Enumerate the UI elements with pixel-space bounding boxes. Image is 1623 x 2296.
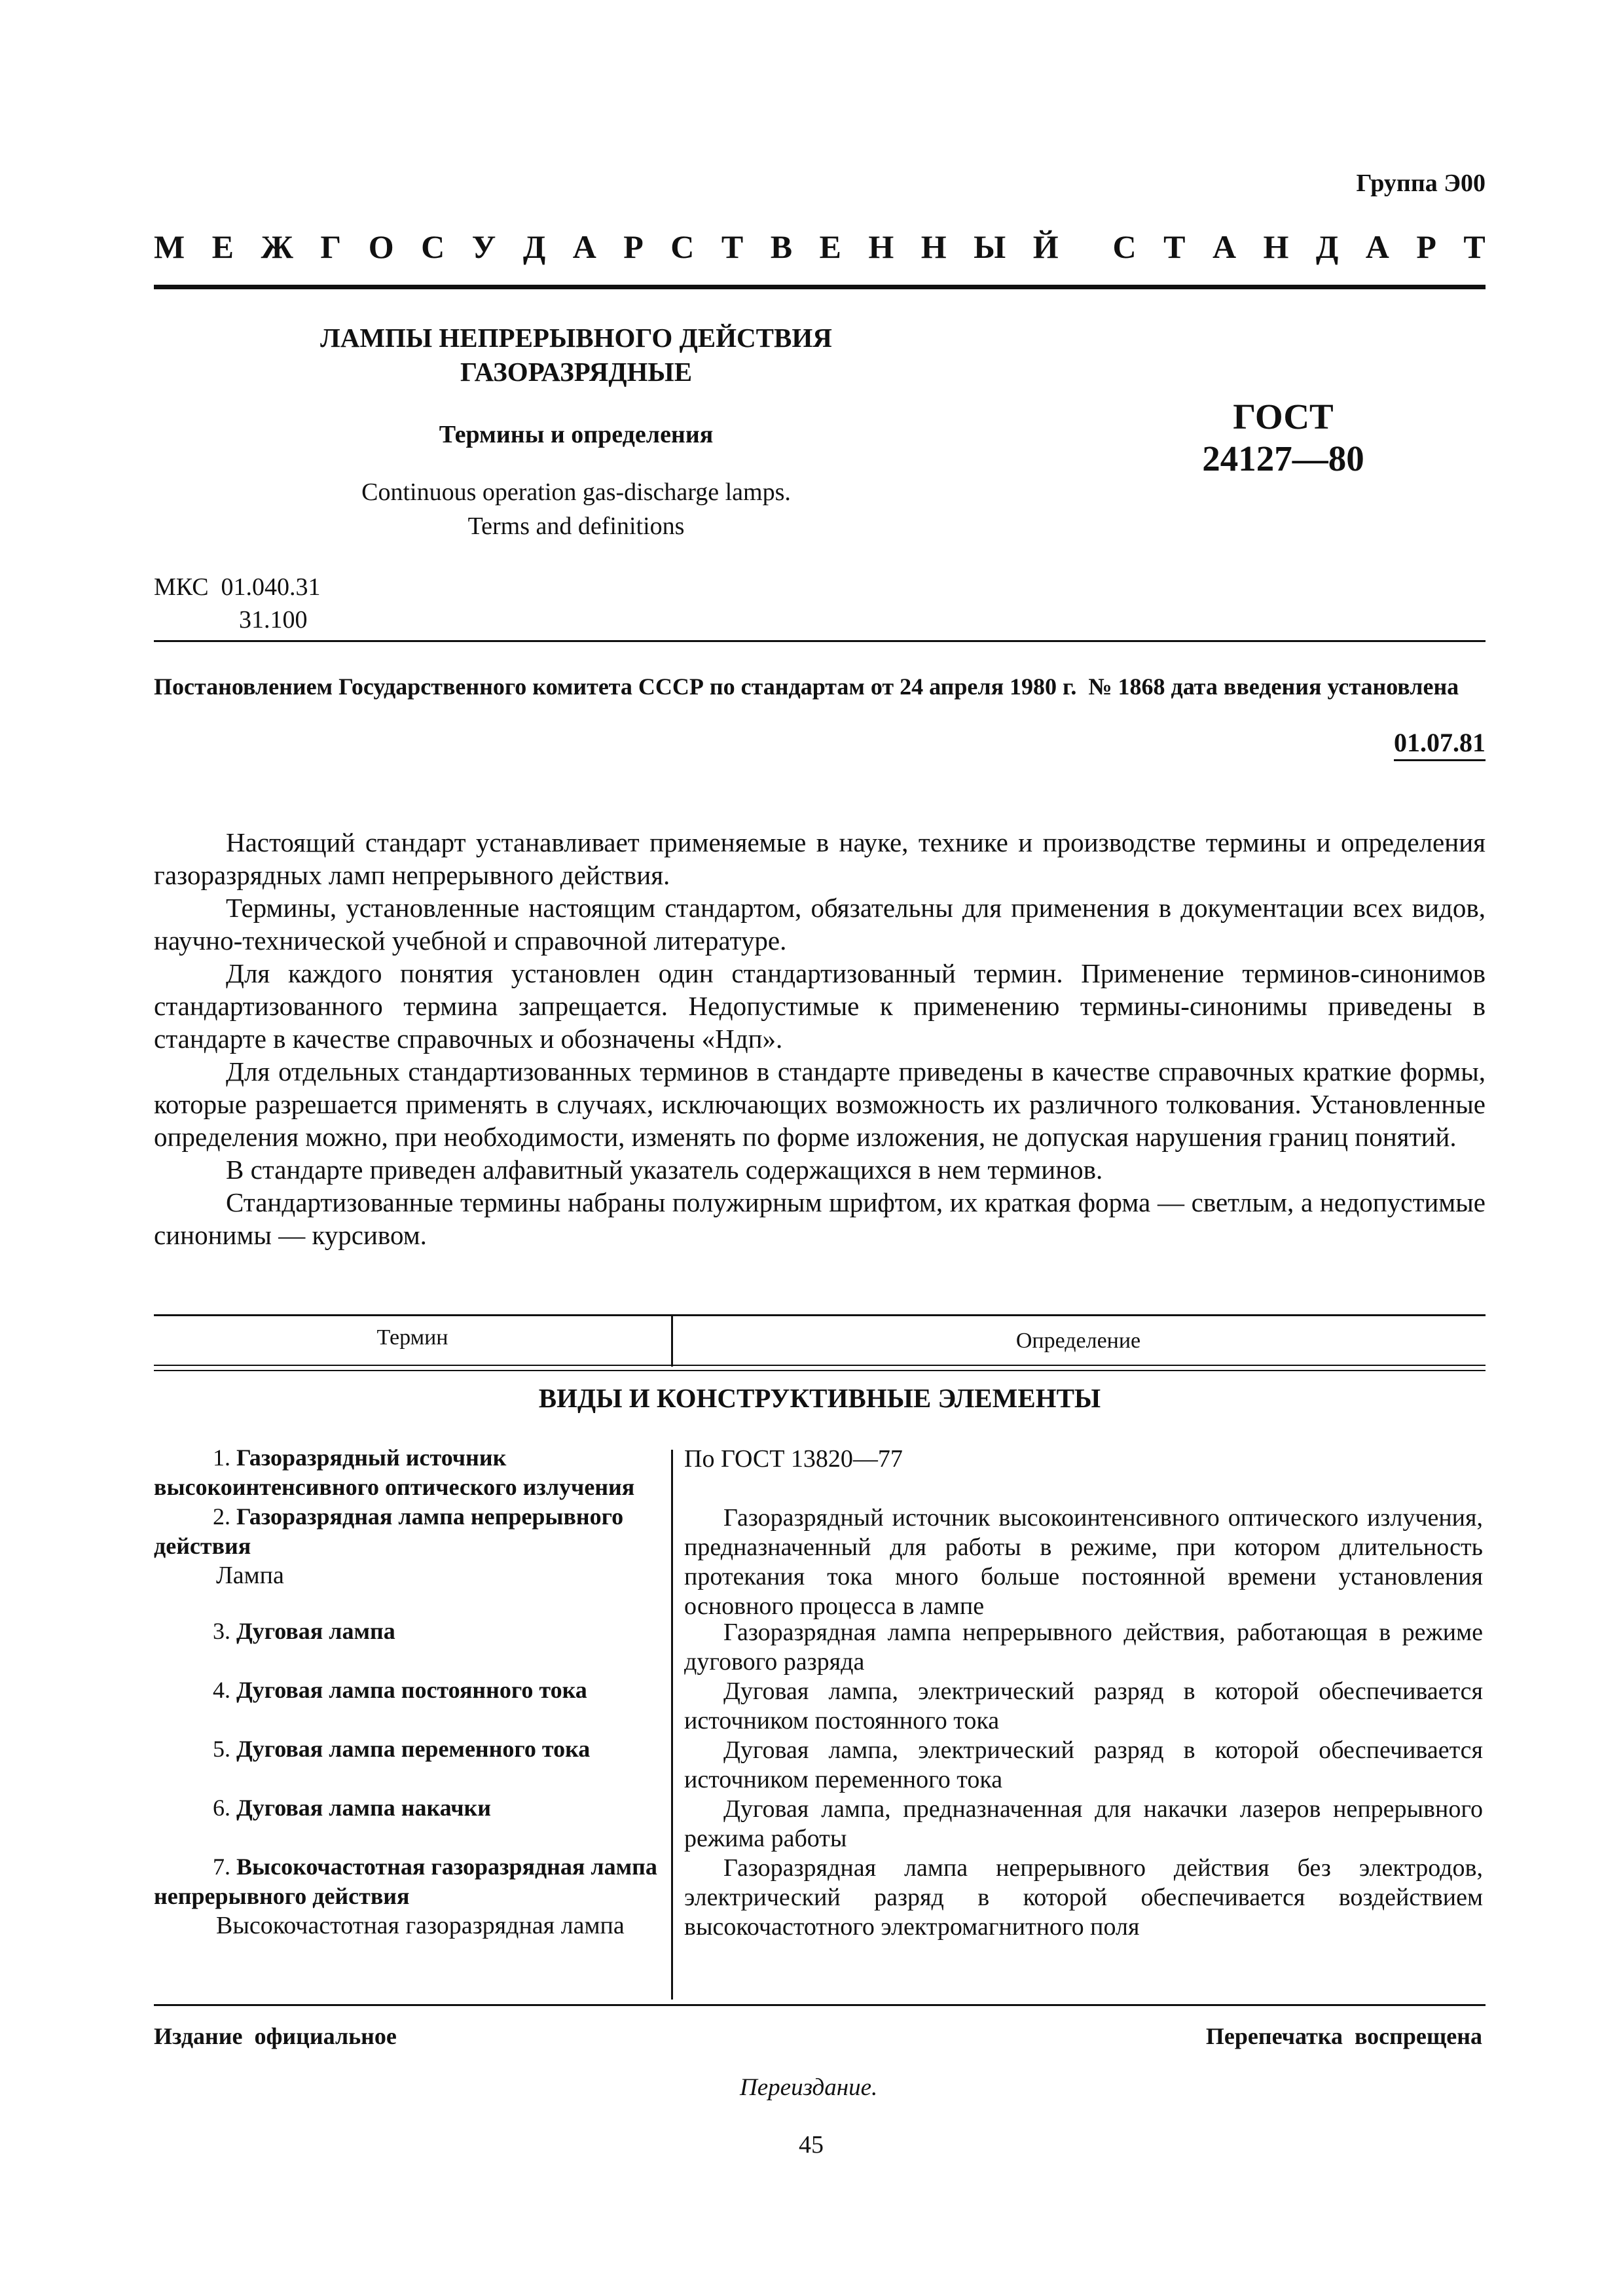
definition-cell [684,1503,1483,1621]
term-name: Газоразрядная лампа непрерывного действия [154,1503,624,1559]
english-title [249,475,903,543]
term-cell [154,1502,658,1590]
term-cell [154,1443,658,1502]
gost-designation [1139,396,1427,480]
table-header-rule-1 [154,1365,1486,1366]
banner-letter: Ы [974,228,1006,265]
term-number: 3. [213,1618,230,1644]
banner-letter: М [154,228,185,265]
banner-letter: В [770,228,793,265]
mks-line-2: 31.100 [239,606,308,634]
term-name: Дуговая лампа постоянного тока [236,1677,587,1703]
section-title: ВИДЫ И КОНСТРУКТИВНЫЕ ЭЛЕМЕНТЫ [538,1383,1101,1413]
intro-text [154,826,1486,1251]
mks-line-1: МКС 01.040.31 [154,573,321,601]
term-cell [154,1793,658,1823]
banner-letter: Т [721,228,744,265]
title-line-1: ЛАМПЫ НЕПРЕРЫВНОГО ДЕЙСТВИЯ [320,323,832,353]
banner-letter: Р [623,228,644,265]
definition-cell [684,1795,1483,1854]
intro-paragraph: Для каждого понятия установлен один стандартизованный термин. Применение терминов-синонимов стандартизованного термина запрещается. Недопустимые к применению термины-синонимы приведены в стандарте в качестве справочных и обозначены «Ндп». [154,958,1486,1054]
definition-cell [684,1618,1483,1677]
banner-letter: Т [1163,228,1186,265]
mks-codes [154,571,321,636]
term-number: 6. [213,1795,230,1821]
effective-date: 01.07.81 [1394,726,1486,761]
table-header-rule-2 [154,1370,1486,1371]
definition-text: Газоразрядная лампа непрерывного действия, работающая в режиме дугового разряда [684,1619,1483,1676]
banner-letter: С [1112,228,1137,265]
page-number: 45 [799,2131,824,2159]
term-name: Дуговая лампа переменного тока [236,1736,591,1762]
table-bottom-rule [154,2004,1486,2006]
banner-letter: С [421,228,445,265]
banner-letter: О [368,228,394,265]
definition-cell [684,1677,1483,1736]
term-name: Дуговая лампа [236,1618,395,1644]
edition-note: Издание официальное [154,2023,397,2049]
banner-letter: Д [522,228,546,265]
english-title-line-2: Terms and definitions [467,512,685,540]
banner-letter: Н [868,228,894,265]
intro-paragraph: Стандартизованные термины набраны полужирным шрифтом, их краткая форма — светлым, а недопустимые синонимы — курсивом. [154,1187,1486,1250]
intro-paragraph: Термины, установленные настоящим стандартом, обязательны для применения в документации всех видов, научно-технической учебной и справочной литературе. [154,893,1486,956]
definition-text: Дуговая лампа, электрический разряд в которой обеспечивается источником постоянного тока [684,1677,1483,1734]
term-number: 7. [213,1854,230,1880]
banner-letter: А [1212,228,1237,265]
header-rule [154,285,1486,289]
term-cell [154,1676,658,1705]
term-short-form: Лампа [216,1562,284,1589]
gost-label: ГОСТ [1233,397,1334,437]
banner-letter: Е [819,228,841,265]
decree-text: Постановлением Государственного комитета СССР по стандартам от 24 апреля 1980 г. № 1868 дата введения установлена [154,673,1459,700]
term-cell [154,1852,658,1941]
definition-text: Дуговая лампа, предназначенная для накачки лазеров непрерывного режима работы [684,1795,1483,1852]
banner-letter: А [572,228,596,265]
term-number: 1. [213,1444,230,1471]
term-name: Газоразрядный источник высокоинтенсивного оптического излучения [154,1444,635,1500]
banner-letter: Р [1416,228,1436,265]
definition-cell [684,1854,1483,1942]
definition-cell [684,1736,1483,1795]
definition-cell [684,1444,1483,1474]
term-cell [154,1617,658,1646]
english-title-line-1: Continuous operation gas-discharge lamps. [361,478,791,506]
banner-letter: Ж [261,228,293,265]
gost-number: 24127—80 [1202,439,1364,478]
definition-text: Дуговая лампа, электрический разряд в которой обеспечивается источником переменного тока [684,1736,1483,1793]
reissue-note: Переиздание. [740,2074,878,2101]
term-number: 5. [213,1736,230,1762]
banner-letter: У [471,228,496,265]
term-number: 2. [213,1503,230,1530]
banner-letter: Й [1032,228,1059,265]
intro-paragraph: Для отдельных стандартизованных терминов в стандарте приведены в качестве справочных краткие формы, которые разрешается применять в случаях, исключающих возможность их различного толкования. Установленные определения можно, при необходимости, изменять по форме изложения, не допуская нарушения границ понятий. [154,1056,1486,1152]
banner-letter: Н [921,228,947,265]
intro-paragraph: Настоящий стандарт устанавливает применяемые в науке, технике и производстве термины и определения газоразрядных ламп непрерывного действия. [154,827,1486,890]
subtitle: Термины и определения [439,421,714,448]
column-header-term: Термин [376,1325,448,1350]
banner-letter: Т [1463,228,1486,265]
banner-letter: Д [1315,228,1339,265]
title-line-2: ГАЗОРАЗРЯДНЫЕ [460,357,693,387]
banner-letter: Н [1263,228,1289,265]
definition-text: Газоразрядная лампа непрерывного действия без электродов, электрический разряд в которой обеспечивается воздействием высокочастотного электромагнитного поля [684,1854,1483,1941]
table-header-divider [671,1314,673,1367]
term-number: 4. [213,1677,230,1703]
definition-text: Газоразрядный источник высокоинтенсивного оптического излучения, предназначенный для работы в режиме, при котором длительность протекания тока много больше постоянной времени установления основного процесса в лампе [684,1504,1483,1620]
term-name: Дуговая лампа накачки [236,1795,491,1821]
banner-letter: С [670,228,695,265]
group-code: Группа Э00 [1356,170,1486,197]
banner-letter: Г [320,228,342,265]
term-short-form: Высокочастотная газоразрядная лампа [216,1912,625,1939]
column-header-definition: Определение [1015,1329,1141,1353]
reprint-note: Перепечатка воспрещена [1205,2023,1482,2049]
mks-rule [154,640,1486,642]
term-cell [154,1734,658,1764]
standard-banner [154,228,1486,266]
definition-text: По ГОСТ 13820—77 [684,1445,903,1473]
title-block [249,321,903,543]
table-top-rule [154,1314,1486,1316]
banner-letter: Е [211,228,234,265]
table-column-divider [671,1450,673,2000]
intro-paragraph: В стандарте приведен алфавитный указатель содержащихся в нем терминов. [226,1155,1103,1185]
banner-letter: А [1365,228,1389,265]
term-name: Высокочастотная газоразрядная лампа непрерывного действия [154,1854,657,1909]
